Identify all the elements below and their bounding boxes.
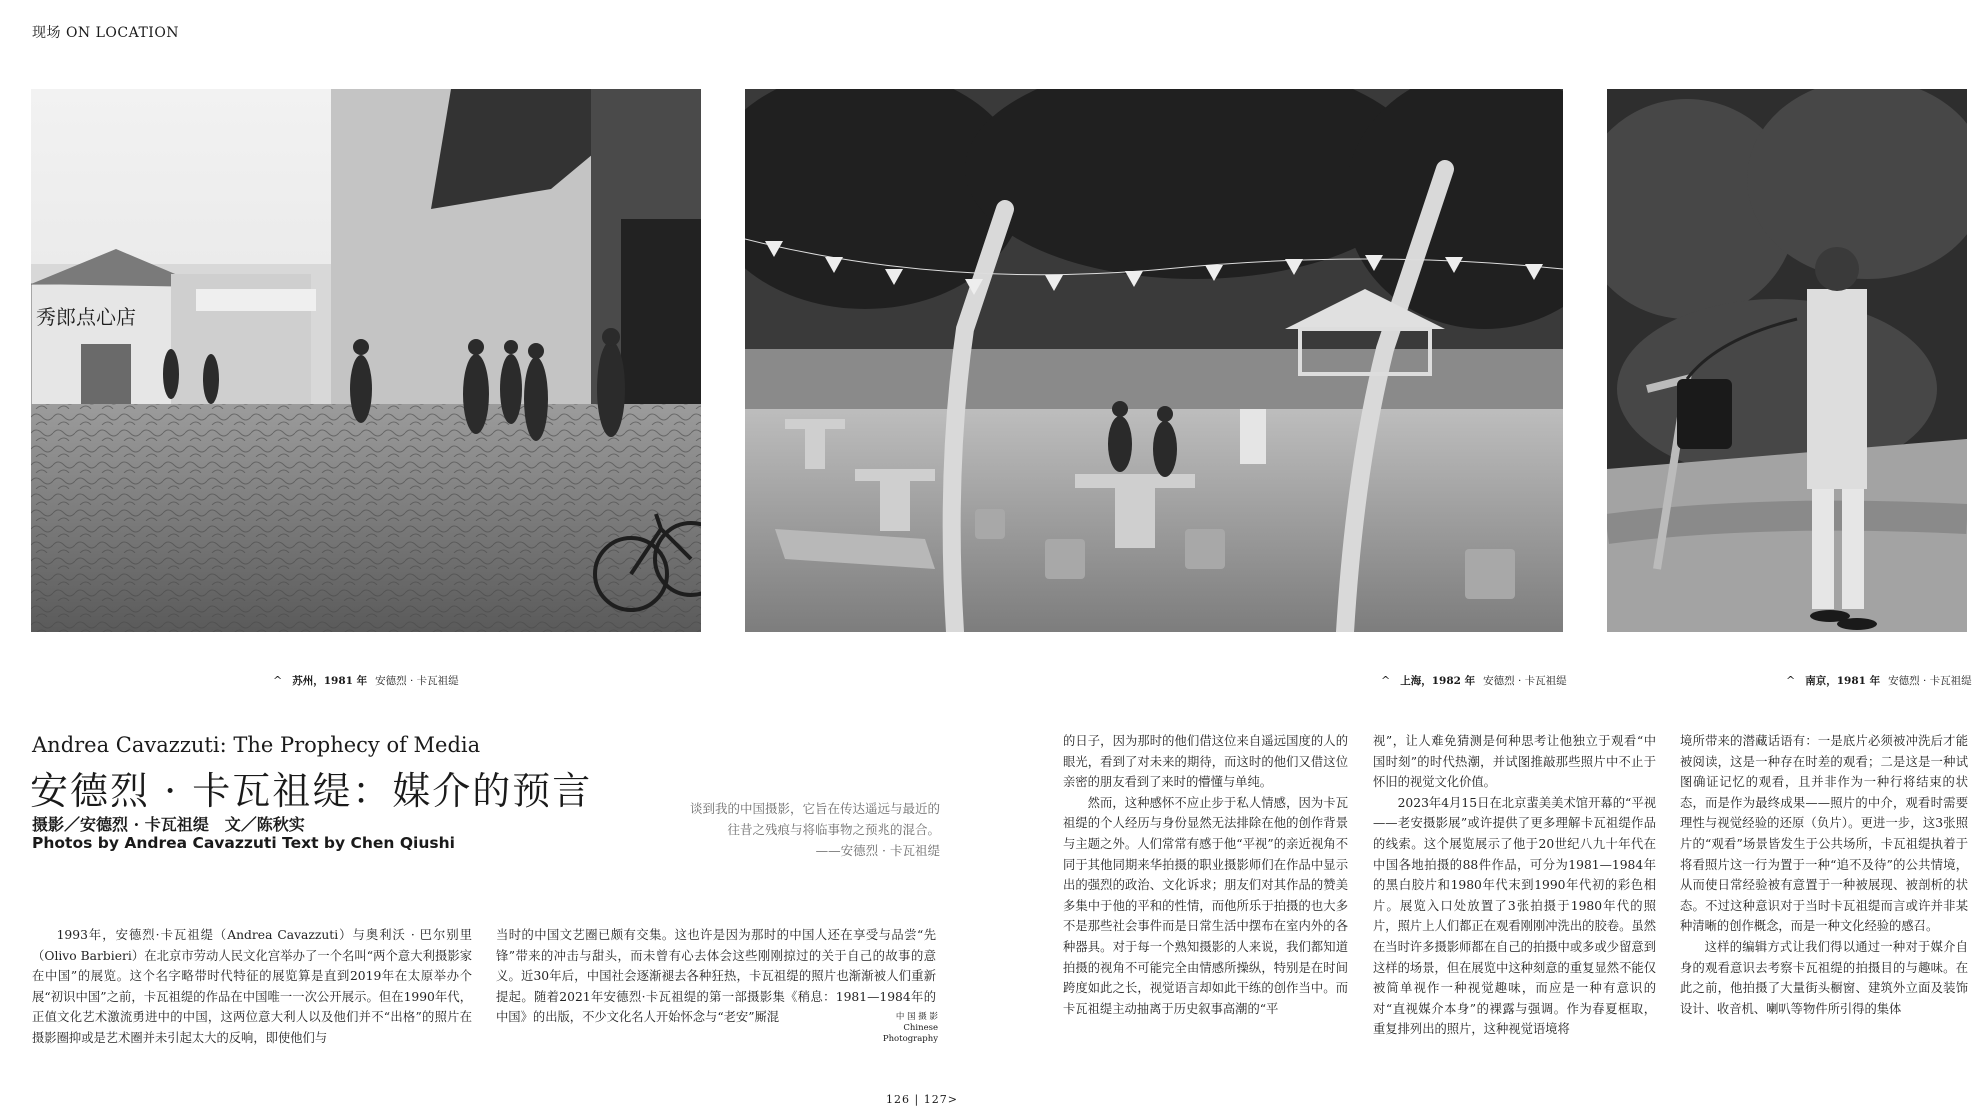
body-paragraph: 的日子，因为那时的他们借这位来自遥远国度的人的眼光，看到了对未来的期待，而这时的他们又借这位亲密的朋友看到了来时的懵懂与单纯。 [1063, 734, 1348, 790]
article-credit-cn: 摄影／安德烈 · 卡瓦祖缇 文／陈秋实 [32, 815, 305, 834]
caption-author: 安德烈 · 卡瓦祖缇 [1888, 675, 1972, 687]
photo-nanjing-illustration [1607, 89, 1967, 632]
caption-shanghai [1381, 673, 1567, 688]
body-column-4 [1373, 731, 1656, 1040]
photo-nanjing-man [1607, 89, 1967, 632]
body-paragraph: 2023年4月15日在北京蜚美美术馆开幕的“平视——老安摄影展”或许提供了更多理解卡瓦祖缇作品的线索。这个展览展示了他于20世纪八九十年代在中国各地拍摄的88件作品，可分为1981—1984年的黑白胶片和1980年代末到1990年代初的彩色相片。展览入口处放置了3张拍摄于1980年代的照片，照片上人们都正在观看刚刚冲洗出的胶卷。虽然在当时许多摄影师都在自己的拍摄中或多或少留意到这样的场景，但在展览中这种刻意的重复显然不能仅被简单视作一种视觉趣味，而应是一种有意识的对“直视媒介本身”的裸露与强调。作为春夏框取，重复排列出的照片，这种视觉语境将 [1373, 795, 1656, 1037]
body-column-3 [1063, 731, 1348, 1019]
magazine-name-en-1: Chinese [903, 1023, 938, 1033]
photo-shanghai-park [745, 89, 1563, 632]
caption-marker: ^ [1381, 674, 1391, 687]
magazine-name-cn: 中 国 摄 影 [895, 1012, 938, 1022]
caption-marker: ^ [273, 674, 283, 687]
body-column-2 [496, 925, 936, 1028]
shop-sign: 秀郎点心店 [36, 305, 136, 329]
body-paragraph: 然而，这种感怀不应止步于私人情感，因为卡瓦祖缇的个人经历与身份显然无法排除在他的创作背景与主题之外。人们常常有感于他“平视”的亲近视角不同于其他同期来华拍摄的职业摄影师们在作品中显示出的强烈的政治、文化诉求；朋友们对其作品的赞美多集中于他的平和的性情，而他所乐于拍摄的也大多不是那些社会事件而是日常生活中摆布在室内外的各种器具。对于每一个熟知摄影的人来说，我们都知道拍摄的视角不可能完全由情感所操纵，特别是在时间跨度如此之长，视觉语言却如此干练的创作当中。而卡瓦祖缇主动抽离于历史叙事高潮的“平 [1063, 795, 1348, 1016]
photo-shanghai-illustration [745, 89, 1563, 632]
body-paragraph: 这样的编辑方式让我们得以通过一种对于媒介自身的观看意识去考察卡瓦祖缇的拍摄目的与趣味。在此之前，他拍摄了大量街头橱窗、建筑外立面及装饰设计、收音机、喇叭等物件所引得的集体 [1680, 939, 1968, 1016]
photo-suzhou-illustration [31, 89, 701, 632]
quote-attribution: ——安德烈 · 卡瓦祖缇 [815, 843, 940, 858]
magazine-mark [878, 1012, 938, 1045]
page-number-right: 127> [923, 1093, 958, 1106]
body-paragraph: 视”，让人难免猜测是何种思考让他独立于观看“中国时刻”的时代热潮，并试图推敲那些照片中不止于怀旧的视觉文化价值。 [1373, 734, 1656, 790]
section-label: 现场 ON LOCATION [32, 25, 180, 41]
caption-suzhou [273, 673, 459, 688]
article-title-en: Andrea Cavazzuti: The Prophecy of Media [32, 733, 481, 757]
caption-place: 南京，1981 年 [1805, 675, 1881, 687]
article-credit-en: Photos by Andrea Cavazzuti Text by Chen Qiushi [32, 834, 455, 852]
body-paragraph: 当时的中国文艺圈已颇有交集。这也许是因为那时的中国人还在享受与品尝“先锋”带来的冲击与甜头，而未曾有心去体会这些刚刚掠过的关于自己的故事的意义。近30年后，中国社会逐渐褪去各种狂热，卡瓦祖缇的照片也渐渐被人们重新提起。随着2021年安德烈·卡瓦祖缇的第一部摄影集《稍息：1981—1984年的中国》的出版，不少文化名人开始怀念与“老安”厮混 [496, 928, 936, 1025]
body-column-1 [32, 925, 472, 1049]
caption-place: 苏州，1981 年 [292, 675, 368, 687]
body-column-5 [1680, 731, 1968, 1019]
magazine-name-en-2: Photography [882, 1034, 938, 1044]
pull-quote [640, 798, 940, 861]
article-title-cn: 安德烈 · 卡瓦祖缇：媒介的预言 [30, 769, 593, 813]
photo-suzhou-street [31, 89, 701, 632]
body-paragraph: 境所带来的潜藏话语有：一是底片必须被冲洗后才能被阅读，这是一种存在时差的观看；二是这是一种试图确证记忆的观看，且并非作为一种行将结束的状态，而是作为最终成果——照片的中介，观看时需要理性与视觉经验的还原（负片）。更进一步，这3张照片的“观看”场景皆发生于公共场所，卡瓦祖缇执着于将看照片这一行为置于一种“追不及待”的公共情境，从而使日常经验被有意置于一种被展现、被剖析的状态。不过这种意识对于当时卡瓦祖缇而言或许并非某种清晰的创作概念，而是一种文化经验的感召。 [1680, 734, 1968, 934]
caption-place: 上海，1982 年 [1400, 675, 1476, 687]
quote-line: 往昔之残痕与将临事物之预兆的混合。 [727, 822, 940, 837]
caption-author: 安德烈 · 卡瓦祖缇 [375, 675, 459, 687]
quote-line: 谈到我的中国摄影，它旨在传达遥远与最近的 [689, 801, 940, 816]
page-number-left: 126 [886, 1093, 910, 1106]
caption-nanjing [1786, 673, 1972, 688]
body-paragraph: 1993年，安德烈·卡瓦祖缇（Andrea Cavazzuti）与奥利沃 · 巴尔别里（Olivo Barbieri）在北京市劳动人民文化宫举办了一个名叫“两个意大利摄影家在中国”的展览。这个名字略带时代特征的展览算是直到2019年在太原举办个展“初识中国”之前，卡瓦祖缇的作品在中国唯一一次公开展示。但在1990年代，正值文化艺术激流勇进中的中国，这两位意大利人以及他们并不“出格”的照片在摄影圈抑或是艺术圈并未引起太大的反响，即使他们与 [32, 928, 472, 1045]
caption-marker: ^ [1786, 674, 1796, 687]
caption-author: 安德烈 · 卡瓦祖缇 [1483, 675, 1567, 687]
page-numbers: 126 | 127> [886, 1093, 958, 1106]
